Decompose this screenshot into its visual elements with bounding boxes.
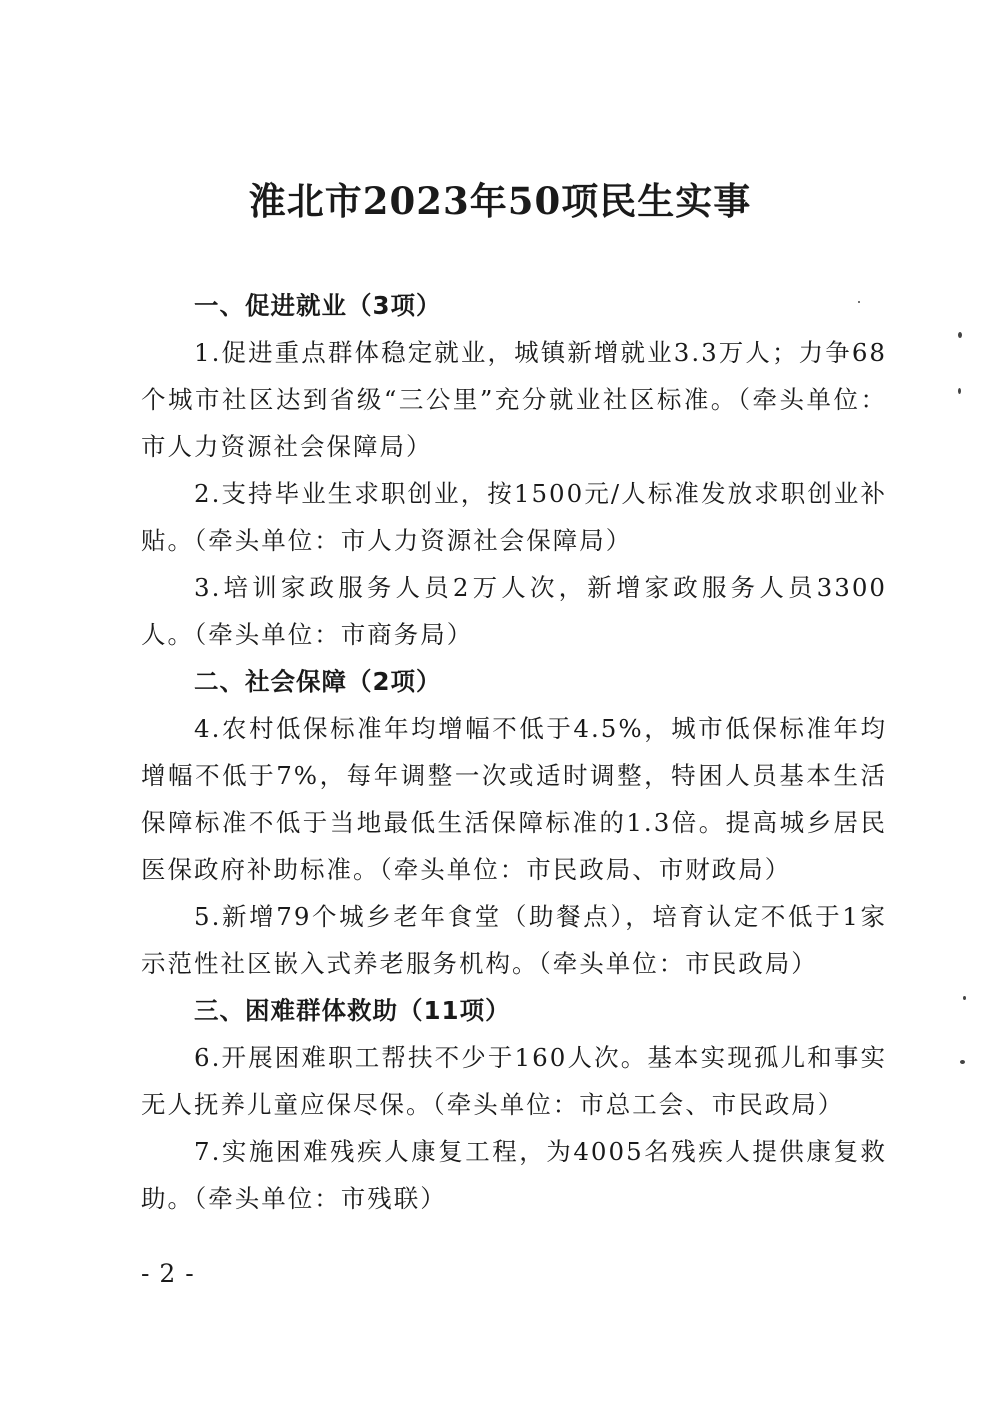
item-paragraph-3: 3.培训家政服务人员2万人次，新增家政服务人员3300人。（牵头单位：市商务局） xyxy=(141,573,887,649)
section-heading-social-security: 二、社会保障（2项） xyxy=(194,667,442,696)
item-paragraph-5: 5.新增79个城乡老年食堂（助餐点），培育认定不低于1家示范性社区嵌入式养老服务机构。（牵头单位：市民政局） xyxy=(141,902,887,978)
item-paragraph-4: 4.农村低保标准年均增幅不低于4.5%，城市低保标准年均增幅不低于7%，每年调整一次或适时调整，特困人员基本生活保障标准不低于当地最低生活保障标准的1.3倍。提高城乡居民医保政府补助标准。（牵头单位：市民政局、市财政局） xyxy=(141,714,887,884)
section-heading-employment: 一、促进就业（3项） xyxy=(194,291,442,320)
document-body xyxy=(141,282,887,1222)
scan-speck xyxy=(958,332,962,338)
item-paragraph-2: 2.支持毕业生求职创业，按1500元/人标准发放求职创业补贴。（牵头单位：市人力资源社会保障局） xyxy=(141,479,887,555)
item-paragraph-1: 1.促进重点群体稳定就业，城镇新增就业3.3万人；力争68个城市社区达到省级“三公里”充分就业社区标准。（牵头单位：市人力资源社会保障局） xyxy=(141,338,887,461)
page-number: - 2 - xyxy=(141,1259,195,1288)
item-paragraph-7: 7.实施困难残疾人康复工程，为4005名残疾人提供康复救助。（牵头单位：市残联） xyxy=(141,1137,887,1213)
document-title: 淮北市2023年50项民生实事 xyxy=(248,179,752,223)
scan-speck xyxy=(963,996,966,1000)
scan-speck xyxy=(958,388,961,394)
item-paragraph-6: 6.开展困难职工帮扶不少于160人次。基本实现孤儿和事实无人抚养儿童应保尽保。（牵头单位：市总工会、市民政局） xyxy=(141,1043,887,1119)
scan-speck xyxy=(858,301,860,303)
scan-speck xyxy=(960,1060,965,1064)
section-heading-assistance: 三、困难群体救助（11项） xyxy=(194,996,511,1025)
